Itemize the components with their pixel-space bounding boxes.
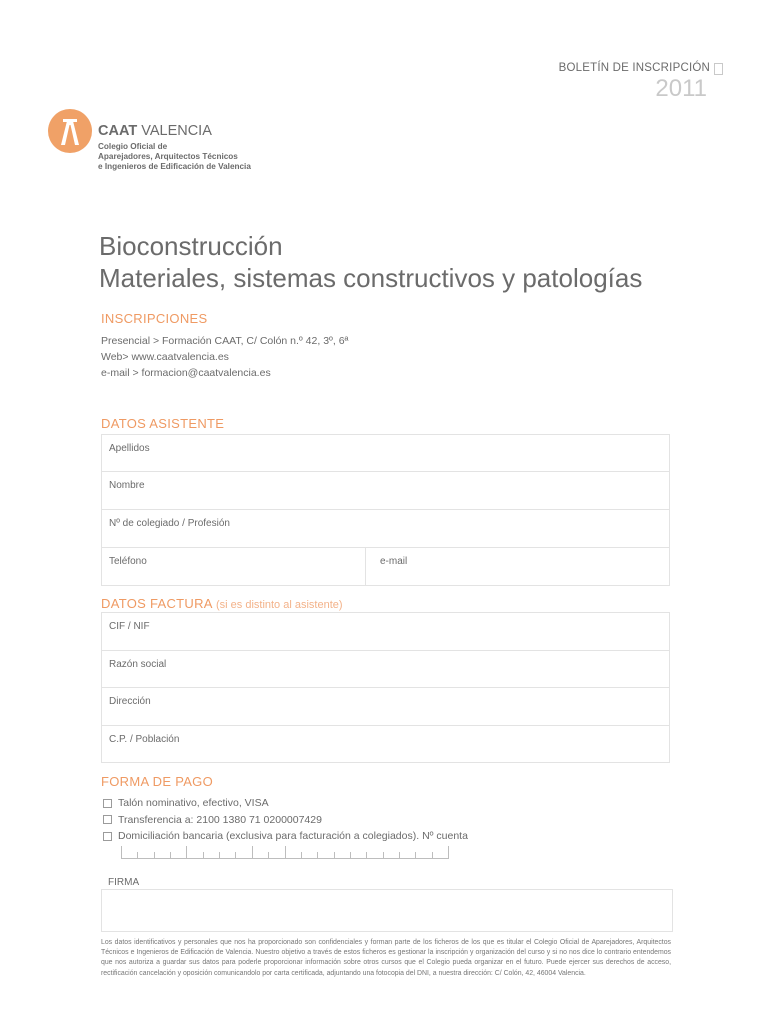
payment-option[interactable]: Transferencia a: 2100 1380 71 0200007429 bbox=[103, 812, 468, 829]
account-digit-tick bbox=[235, 852, 236, 858]
inscripciones-info: Presencial > Formación CAAT, C/ Colón n.º 42, 3º, 6ª Web> www.caatvalencia.es e-mail > formacion@caatvalencia.es bbox=[101, 335, 349, 379]
bulletin-label: BOLETÍN DE INSCRIPCIÓN bbox=[559, 62, 710, 74]
checkbox[interactable] bbox=[103, 832, 112, 841]
firma-label: FIRMA bbox=[108, 877, 140, 888]
account-digit-tick bbox=[170, 852, 171, 858]
payment-option[interactable]: Talón nominativo, efectivo, VISA bbox=[103, 795, 468, 812]
account-digit-tick bbox=[252, 846, 253, 858]
account-digit-tick bbox=[399, 852, 400, 858]
web-link[interactable]: Web> www.caatvalencia.es bbox=[101, 351, 229, 363]
account-digit-tick bbox=[432, 852, 433, 858]
datos-asistente-heading: DATOS ASISTENTE bbox=[101, 416, 225, 431]
cif-field[interactable]: CIF / NIF bbox=[102, 613, 669, 651]
checkbox[interactable] bbox=[103, 815, 112, 824]
razon-social-field[interactable]: Razón social bbox=[102, 651, 669, 688]
account-digit-tick bbox=[186, 846, 187, 858]
payment-option[interactable]: Domiciliación bancaria (exclusiva para facturación a colegiados). Nº cuenta bbox=[103, 828, 468, 845]
checkbox[interactable] bbox=[103, 799, 112, 808]
account-digit-tick bbox=[383, 852, 384, 858]
caat-logo-icon bbox=[48, 109, 92, 153]
account-digit-tick bbox=[334, 852, 335, 858]
account-digit-tick bbox=[317, 852, 318, 858]
telefono-label: Teléfono bbox=[109, 556, 147, 567]
account-digit-tick bbox=[366, 852, 367, 858]
account-digit-tick bbox=[301, 852, 302, 858]
payment-options bbox=[103, 795, 468, 845]
legal-notice: Los datos identificativos y personales que nos ha proporcionado son confidenciales y forman parte de los ficheros de los que es titular el Colegio Oficial de Aparejadores, Arquitectos Técnicos e Ingenieros de Edificación de Valencia. Nuestro objetivo a través de estos ficheros es gestionar la inscripción y organización del curso y si no nos dice lo contrario entendemos que nos autoriza a guardar sus datos para poderle proporcionar información sobre otros cursos que el Colegio pueda organizar en el futuro. Puede ejercer sus derechos de acceso, rectificación cancelación y oposición comunicandolo por carta certificada, adjuntando una fotocopia del DNI, a nuestra dirección: C/ Colón, 42, 46004 Valencia. bbox=[101, 939, 671, 977]
account-digit-tick bbox=[154, 852, 155, 858]
account-digit-tick bbox=[285, 846, 286, 858]
bulletin-year: 2011 bbox=[655, 75, 707, 102]
colegiado-field[interactable]: Nº de colegiado / Profesión bbox=[102, 510, 669, 548]
direccion-field[interactable]: Dirección bbox=[102, 688, 669, 726]
page-mark bbox=[714, 63, 723, 75]
logo-subtitle: Colegio Oficial de Aparejadores, Arquitectos Técnicos e Ingenieros de Edificación de Valencia bbox=[98, 142, 251, 171]
poblacion-field[interactable]: C.P. / Población bbox=[109, 734, 180, 745]
datos-factura-heading: DATOS FACTURA (si es distinto al asistente) bbox=[101, 596, 343, 611]
account-digit-tick bbox=[121, 846, 122, 858]
course-title: Bioconstrucción Materiales, sistemas constructivos y patologías bbox=[99, 231, 643, 293]
account-digit-tick bbox=[203, 852, 204, 858]
signature-box[interactable] bbox=[101, 889, 673, 932]
account-digit-tick bbox=[219, 852, 220, 858]
apellidos-field[interactable]: Apellidos bbox=[102, 435, 669, 472]
forma-pago-heading: FORMA DE PAGO bbox=[101, 774, 214, 789]
factura-form bbox=[101, 612, 670, 763]
logo-name: CAAT VALENCIA bbox=[98, 123, 212, 139]
account-digit-tick bbox=[137, 852, 138, 858]
email-field-label: e-mail bbox=[380, 556, 408, 567]
inscripciones-heading: INSCRIPCIONES bbox=[101, 311, 208, 326]
field-divider bbox=[365, 548, 366, 585]
account-digit-tick bbox=[415, 852, 416, 858]
asistente-form bbox=[101, 434, 670, 586]
account-digit-tick bbox=[268, 852, 269, 858]
nombre-field[interactable]: Nombre bbox=[102, 472, 669, 510]
account-digit-tick bbox=[448, 846, 449, 858]
account-digit-tick bbox=[350, 852, 351, 858]
email-link[interactable]: e-mail > formacion@caatvalencia.es bbox=[101, 367, 271, 379]
telefono-email-row[interactable] bbox=[102, 548, 669, 585]
account-number-field[interactable] bbox=[121, 846, 449, 859]
